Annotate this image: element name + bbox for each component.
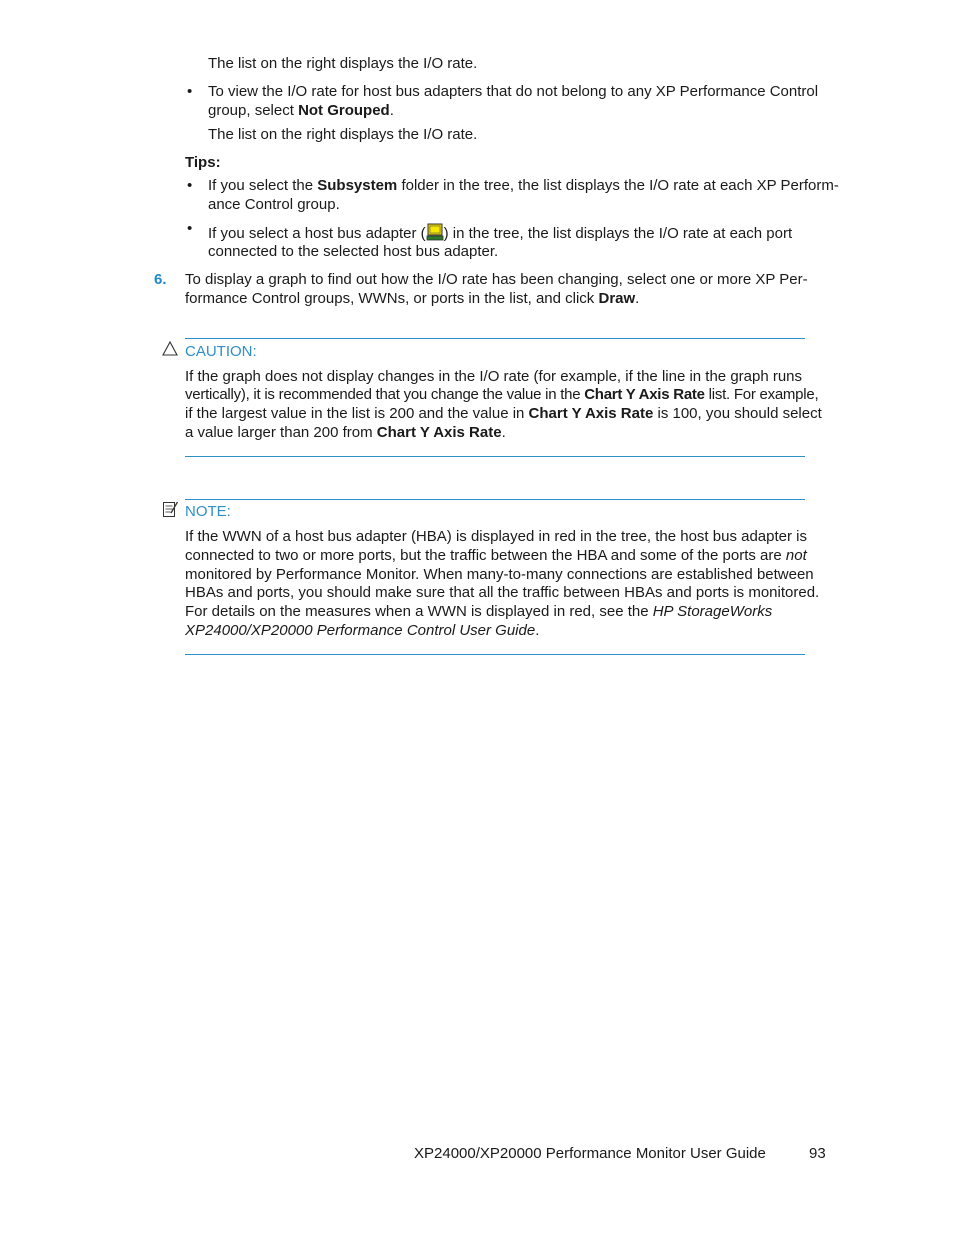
not-grouped-label: Not Grouped xyxy=(298,102,390,119)
note-line5: For details on the measures when a WWN is displayed in red, see the HP StorageWorks xyxy=(185,603,773,620)
caution-line4: a value larger than 200 from Chart Y Axis Rate. xyxy=(185,424,506,441)
note-bottom-rule xyxy=(185,654,805,655)
tip2-line2: connected to the selected host bus adapter. xyxy=(208,243,499,260)
note-line1: If the WWN of a host bus adapter (HBA) is displayed in red in the tree, the host bus adapter is xyxy=(185,528,807,545)
host-bus-adapter-icon xyxy=(426,223,444,241)
bullet-marker: • xyxy=(187,220,193,237)
intro-text-2: The list on the right displays the I/O rate. xyxy=(208,126,478,143)
guide-title-part1: HP StorageWorks xyxy=(652,603,773,620)
bullet1-line2: group, select Not Grouped. xyxy=(208,102,394,119)
tip1-line1: If you select the Subsystem folder in the tree, the list displays the I/O rate at each XP Perform- xyxy=(208,177,839,194)
tip2-line1: If you select a host bus adapter ( ) in the tree, the list displays the I/O rate at each port xyxy=(208,225,793,242)
tip1-line2: ance Control group. xyxy=(208,196,340,213)
step-number: 6. xyxy=(154,271,167,288)
page-number: 93 xyxy=(809,1145,826,1162)
caution-top-rule xyxy=(185,338,805,339)
note-line2: connected to two or more ports, but the traffic between the HBA and some of the ports are not xyxy=(185,547,807,564)
note-title: NOTE: xyxy=(185,503,231,520)
caution-line2: vertically), it is recommended that you change the value in the Chart Y Axis Rate list. For example, xyxy=(185,386,819,403)
caution-title: CAUTION: xyxy=(185,343,257,360)
footer-guide-title: XP24000/XP20000 Performance Monitor User Guide xyxy=(414,1145,766,1162)
bullet1-line1: To view the I/O rate for host bus adapters that do not belong to any XP Performance Control xyxy=(208,83,819,100)
bullet-marker: • xyxy=(187,177,193,194)
caution-line1: If the graph does not display changes in the I/O rate (for example, if the line in the graph runs xyxy=(185,368,803,385)
caution-line3: if the largest value in the list is 200 and the value in Chart Y Axis Rate is 100, you should select xyxy=(185,405,822,422)
note-line6: XP24000/XP20000 Performance Control User Guide. xyxy=(185,622,540,639)
guide-title-part2: XP24000/XP20000 Performance Control User Guide xyxy=(185,622,536,639)
step6-line1: To display a graph to find out how the I/O rate has been changing, select one or more XP Per- xyxy=(185,271,808,288)
note-top-rule xyxy=(185,499,805,500)
subsystem-label: Subsystem xyxy=(317,177,398,194)
note-pad-icon xyxy=(162,500,179,522)
note-line4: HBAs and ports, you should make sure that all the traffic between HBAs and ports is monitored. xyxy=(185,584,820,601)
draw-label: Draw xyxy=(598,290,636,307)
chart-y-axis-rate-label: Chart Y Axis Rate xyxy=(376,424,502,441)
intro-text-1: The list on the right displays the I/O rate. xyxy=(208,55,478,72)
caution-bottom-rule xyxy=(185,456,805,457)
warning-triangle-icon xyxy=(162,341,178,360)
tips-heading: Tips: xyxy=(185,154,221,171)
note-line3: monitored by Performance Monitor. When many-to-many connections are established between xyxy=(185,566,814,583)
step6-line2: formance Control groups, WWNs, or ports in the list, and click Draw. xyxy=(185,290,640,307)
bullet-marker: • xyxy=(187,83,193,100)
chart-y-axis-rate-label: Chart Y Axis Rate xyxy=(528,405,654,422)
not-emphasis: not xyxy=(785,547,807,564)
chart-y-axis-rate-label: Chart Y Axis Rate xyxy=(584,386,705,403)
